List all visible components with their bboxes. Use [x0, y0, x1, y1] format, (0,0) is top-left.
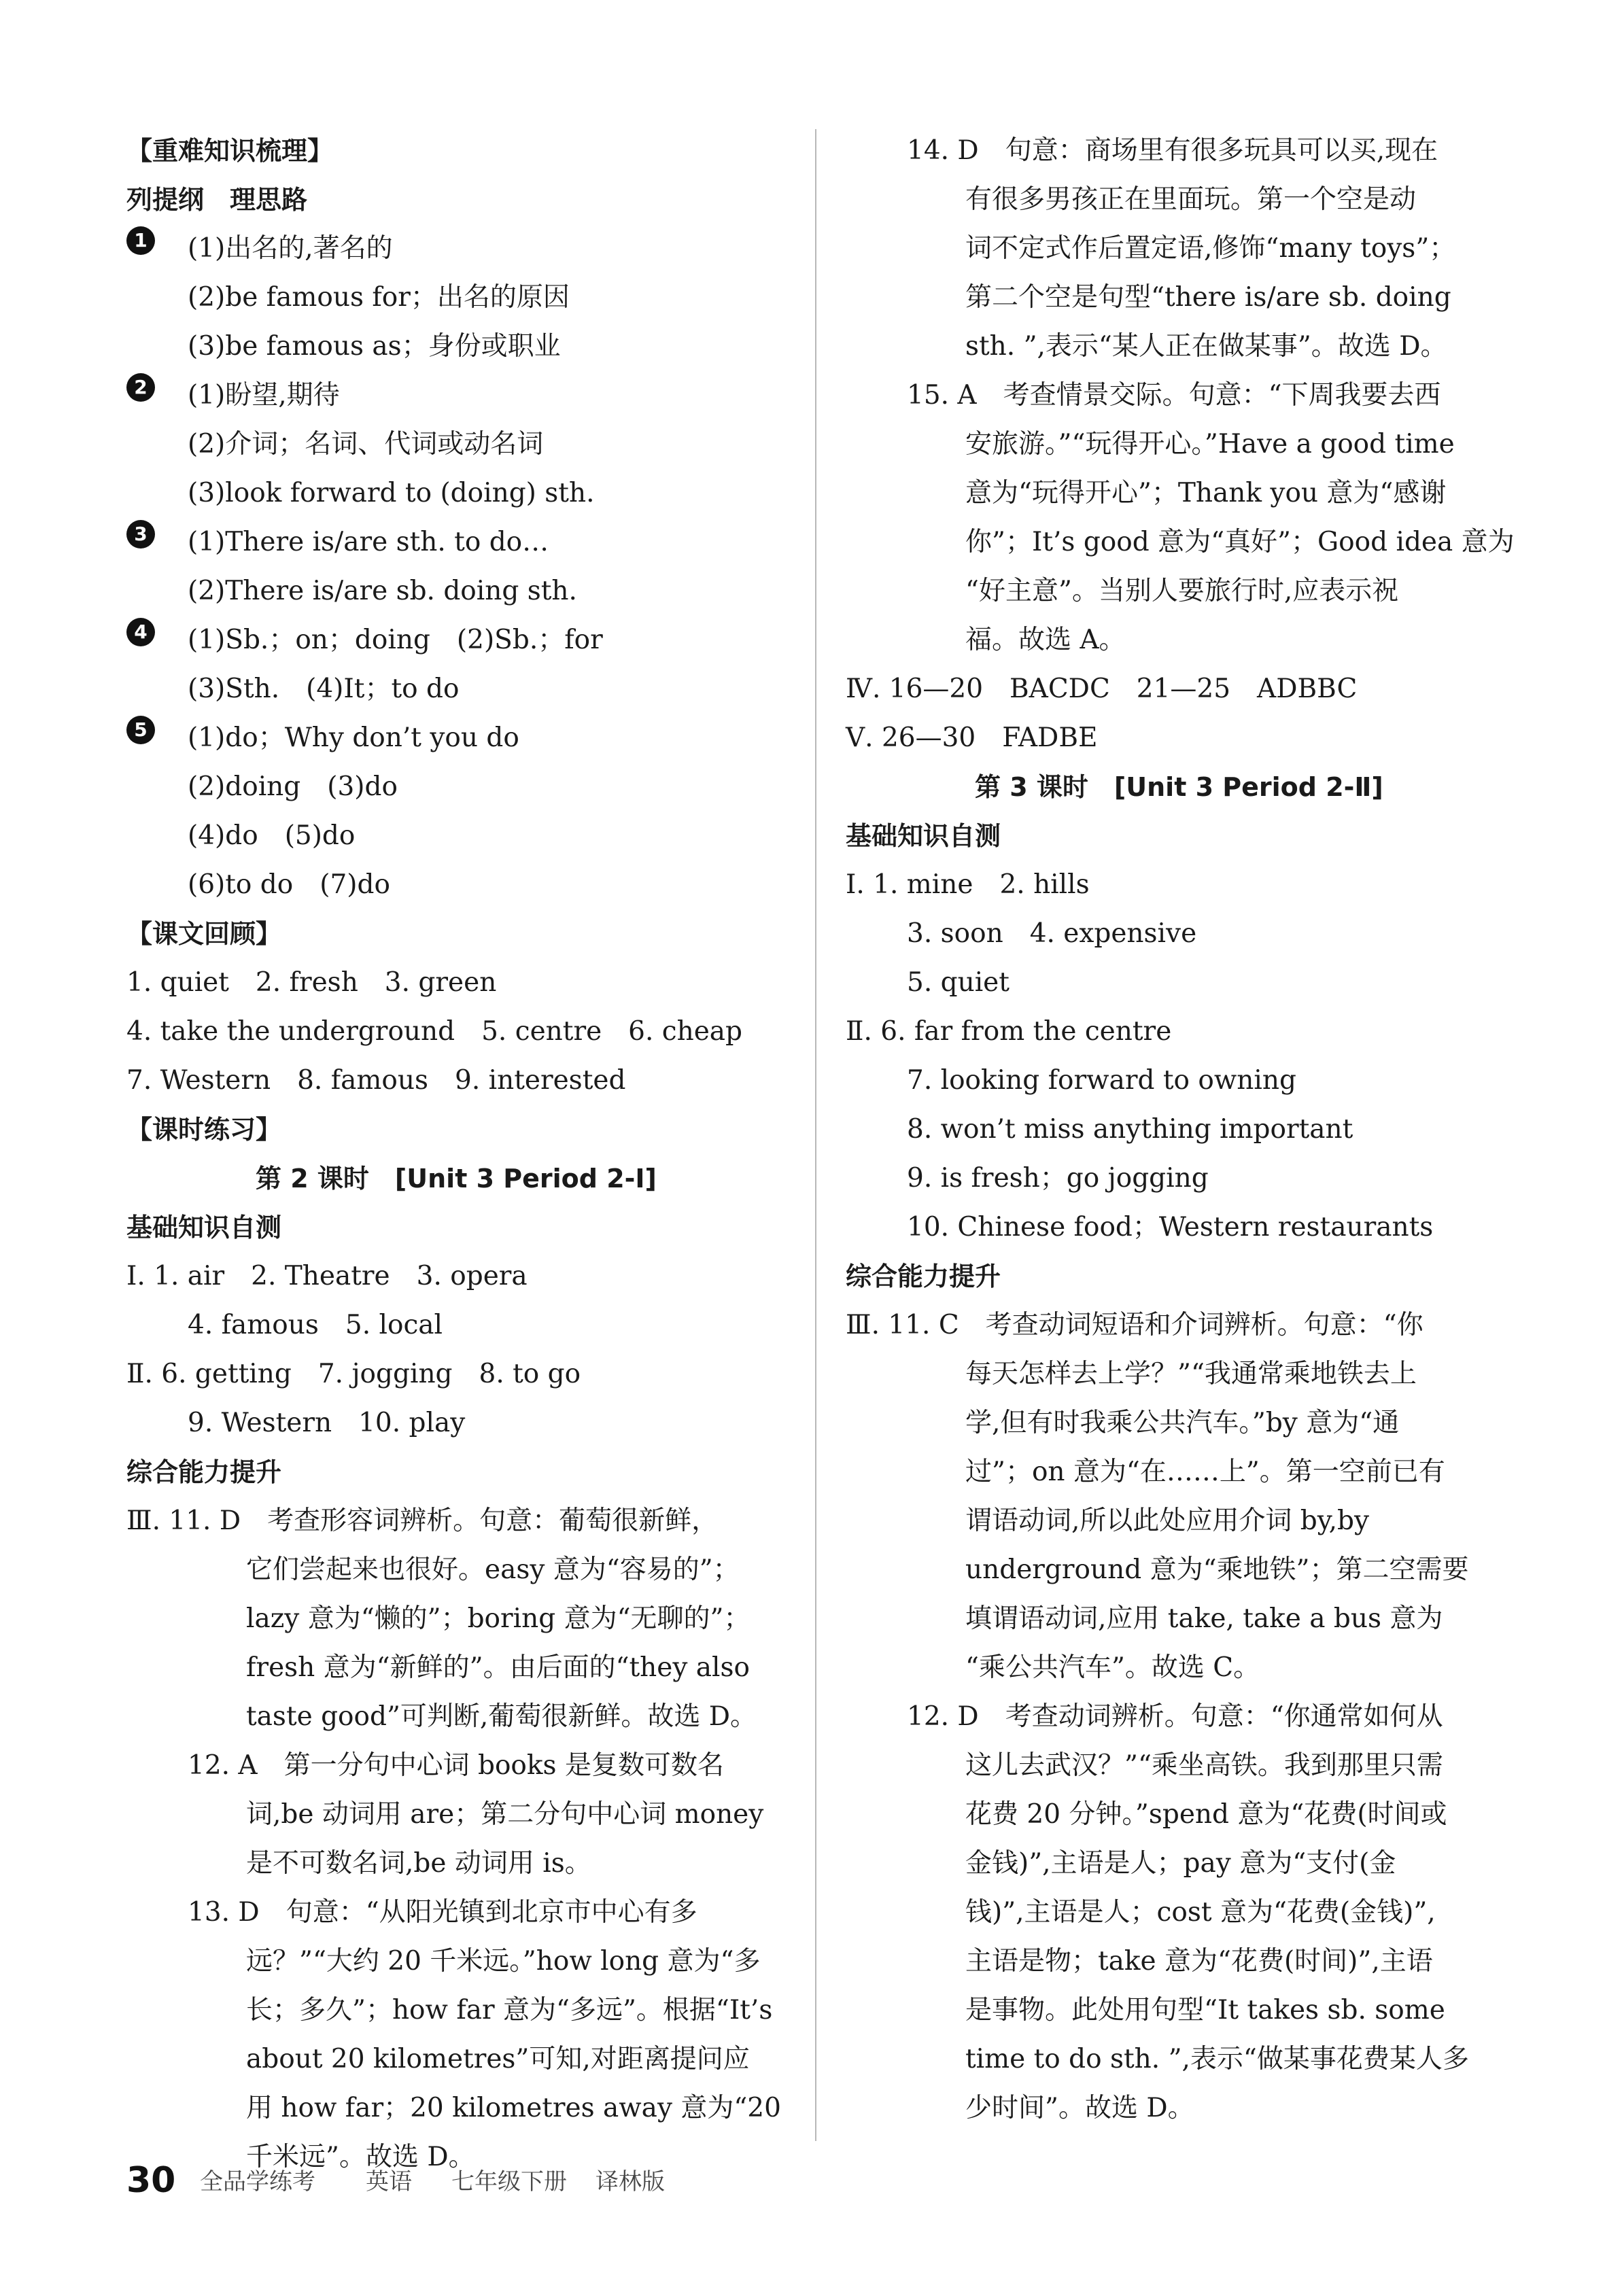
- explanation-line: 有很多男孩正在里面玩。第一个空是动: [965, 184, 1417, 215]
- outline-line: (3)look forward to (doing) sth.: [188, 478, 595, 508]
- answer-line: 5. quiet: [907, 967, 1010, 998]
- outline-line: (1)do；Why don’t you do: [188, 723, 519, 753]
- subheading-comprehensive: 综合能力提升: [846, 1262, 1001, 1291]
- answer-line: Ⅱ. 6. getting 7. jogging 8. to go: [126, 1359, 581, 1389]
- explanation-line: 第二个空是句型“there is/are sb. doing: [965, 282, 1451, 313]
- section-heading-knowledge: 【重难知识梳理】: [126, 136, 334, 166]
- answer-line: Ⅰ. 1. air 2. Theatre 3. opera: [126, 1261, 528, 1291]
- subject-label: 英语: [366, 2168, 412, 2195]
- explanation-line: 意为“玩得开心”；Thank you 意为“感谢: [965, 478, 1447, 508]
- explanation-line: 学,但有时我乘公共汽车。”by 意为“通: [965, 1408, 1400, 1438]
- answer-line: 9. is fresh；go jogging: [907, 1163, 1209, 1194]
- grade-label: 七年级下册: [451, 2168, 567, 2195]
- answer-line: Ⅴ. 26—30 FADBE: [846, 723, 1098, 753]
- outline-line: (1)Sb.；on；doing (2)Sb.；for: [188, 625, 603, 655]
- outline-line: (4)do (5)do: [188, 820, 356, 851]
- explanation-line: 金钱)”,主语是人；pay 意为“支付(金: [965, 1848, 1396, 1879]
- explanation-line: 12. A 第一分句中心词 books 是复数可数名: [188, 1750, 724, 1781]
- explanation-line: 12. D 考查动词辨析。句意：“你通常如何从: [907, 1701, 1443, 1732]
- answer-line: 3. soon 4. expensive: [907, 918, 1197, 949]
- explanation-line: Ⅲ. 11. D 考查形容词辨析。句意：葡萄很新鲜，: [126, 1506, 719, 1536]
- answer-line: 7. looking forward to owning: [907, 1065, 1296, 1096]
- explanation-line: 13. D 句意：“从阳光镇到北京市中心有多: [188, 1897, 697, 1928]
- explanation-line: 安旅游。”“玩得开心。”Have a good time: [965, 429, 1455, 459]
- bullet-3: 3: [126, 520, 155, 549]
- section-heading-review: 【课文回顾】: [126, 919, 282, 949]
- bullet-1: 1: [126, 226, 155, 255]
- section-heading-practice: 【课时练习】: [126, 1115, 282, 1145]
- answer-line: 9. Western 10. play: [188, 1408, 466, 1438]
- column-divider: [815, 129, 816, 2141]
- answer-line: Ⅳ. 16—20 BACDC 21—25 ADBBC: [846, 674, 1358, 704]
- explanation-line: taste good”可判断,葡萄很新鲜。故选 D。: [246, 1701, 757, 1732]
- explanation-line: 谓语动词,所以此处应用介词 by,by: [965, 1506, 1370, 1536]
- subheading-basic: 基础知识自测: [126, 1213, 282, 1242]
- explanation-line: 是事物。此处用句型“It takes sb. some: [965, 1995, 1445, 2025]
- explanation-line: “乘公共汽车”。故选 C。: [965, 1652, 1260, 1683]
- explanation-line: lazy 意为“懒的”；boring 意为“无聊的”；: [246, 1603, 750, 1634]
- explanation-line: 钱)”,主语是人；cost 意为“花费(金钱)”,: [965, 1897, 1436, 1928]
- outline-line: (2)There is/are sb. doing sth.: [188, 576, 577, 606]
- answer-line: 8. won’t miss anything important: [907, 1114, 1353, 1145]
- explanation-line: 这儿去武汉？”“乘坐高铁。我到那里只需: [965, 1750, 1443, 1781]
- outline-line: (2)doing (3)do: [188, 771, 398, 802]
- period-3-heading: 第 3 课时 [Unit 3 Period 2-Ⅱ]: [975, 772, 1383, 802]
- explanation-line: 花费 20 分钟。”spend 意为“花费(时间或: [965, 1799, 1447, 1830]
- answer-line: 4. famous 5. local: [188, 1310, 443, 1340]
- explanation-line: sth. ”,表示“某人正在做某事”。故选 D。: [965, 331, 1447, 362]
- subheading-outline: 列提纲 理思路: [126, 185, 308, 215]
- explanation-line: 词,be 动词用 are；第二分句中心词 money: [246, 1799, 764, 1830]
- review-line: 4. take the underground 5. centre 6. cheap: [126, 1016, 743, 1047]
- review-line: 7. Western 8. famous 9. interested: [126, 1065, 626, 1096]
- answer-line: Ⅱ. 6. far from the centre: [846, 1016, 1172, 1047]
- explanation-line: 填谓语动词,应用 take, take a bus 意为: [965, 1603, 1443, 1634]
- outline-line: (1)出名的,著名的: [188, 233, 393, 264]
- explanation-line: 它们尝起来也很好。easy 意为“容易的”；: [246, 1554, 740, 1585]
- explanation-line: underground 意为“乘地铁”；第二空需要: [965, 1554, 1469, 1585]
- explanation-line: Ⅲ. 11. C 考查动词短语和介词辨析。句意：“你: [846, 1310, 1423, 1340]
- explanation-line: 14. D 句意：商场里有很多玩具可以买,现在: [907, 135, 1438, 166]
- explanation-line: 过”；on 意为“在……上”。第一空前已有: [965, 1457, 1445, 1487]
- answer-line: 10. Chinese food；Western restaurants: [907, 1212, 1434, 1242]
- review-line: 1. quiet 2. fresh 3. green: [126, 967, 497, 998]
- outline-line: (6)to do (7)do: [188, 869, 390, 900]
- explanation-line: 长；多久”；how far 意为“多远”。根据“It’s: [246, 1995, 773, 2025]
- page-number: 30: [126, 2160, 176, 2201]
- explanation-line: 用 how far；20 kilometres away 意为“20: [246, 2093, 781, 2123]
- explanation-line: 远？”“大约 20 千米远。”how long 意为“多: [246, 1946, 761, 1977]
- explanation-line: 词不定式作后置定语,修饰“many toys”；: [965, 233, 1456, 264]
- outline-line: (2)介词；名词、代词或动名词: [188, 429, 544, 459]
- bullet-4: 4: [126, 618, 155, 646]
- outline-line: (1)盼望,期待: [188, 380, 340, 411]
- bullet-5: 5: [126, 716, 155, 744]
- subheading-comprehensive: 综合能力提升: [126, 1457, 282, 1487]
- bullet-2: 2: [126, 373, 155, 402]
- explanation-line: 15. A 考查情景交际。句意：“下周我要去西: [907, 380, 1441, 411]
- explanation-line: time to do sth. ”,表示“做某事花费某人多: [965, 2044, 1469, 2074]
- explanation-line: 主语是物；take 意为“花费(时间)”,主语: [965, 1946, 1433, 1977]
- period-2-heading: 第 2 课时 [Unit 3 Period 2-Ⅰ]: [256, 1164, 657, 1194]
- subheading-basic: 基础知识自测: [846, 821, 1001, 851]
- explanation-line: fresh 意为“新鲜的”。由后面的“they also: [246, 1652, 750, 1683]
- explanation-line: 你”；It’s good 意为“真好”；Good idea 意为: [965, 527, 1515, 557]
- outline-line: (1)There is/are sth. to do…: [188, 527, 549, 557]
- explanation-line: “好主意”。当别人要旅行时,应表示祝: [965, 576, 1399, 606]
- outline-line: (2)be famous for；出名的原因: [188, 282, 570, 313]
- answer-line: Ⅰ. 1. mine 2. hills: [846, 869, 1090, 900]
- explanation-line: 每天怎样去上学？”“我通常乘地铁去上: [965, 1359, 1417, 1389]
- outline-line: (3)be famous as；身份或职业: [188, 331, 561, 362]
- explanation-line: 是不可数名词,be 动词用 is。: [246, 1848, 591, 1879]
- outline-line: (3)Sth. (4)It；to do: [188, 674, 460, 704]
- edition-label: 译林版: [596, 2168, 665, 2195]
- book-title: 全品学练考: [200, 2168, 315, 2195]
- explanation-line: 千米远”。故选 D。: [246, 2142, 475, 2172]
- explanation-line: about 20 kilometres”可知,对距离提问应: [246, 2044, 750, 2074]
- explanation-line: 福。故选 A。: [965, 625, 1126, 655]
- explanation-line: 少时间”。故选 D。: [965, 2093, 1194, 2123]
